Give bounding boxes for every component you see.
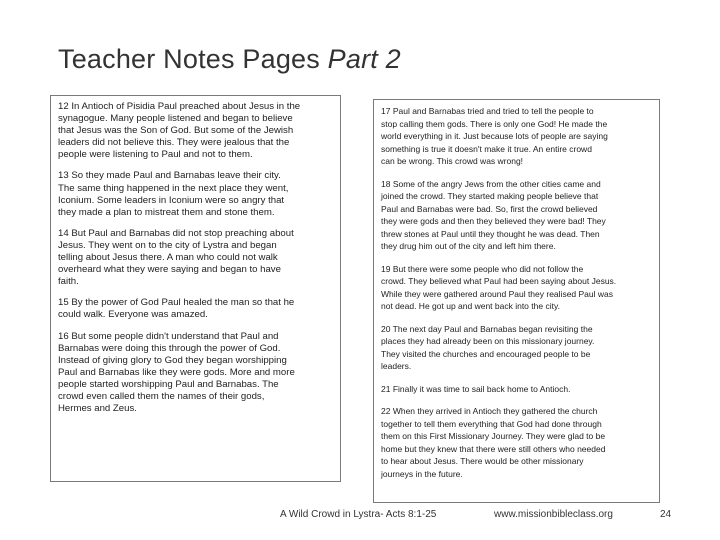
note-paragraph-12: 12 In Antioch of Pisidia Paul preached about Jesus in the synagogue. Many people listened and began to believe that Jesus was the Son of God. But some of the Jewish leaders did not believe this. They were jealous that the people were listening to Paul and not to them.: [58, 101, 301, 161]
note-paragraph-20: 20 The next day Paul and Barnabas began revisiting the places they had already been on this missionary journey. They visited the churches and encouraged people to be leaders.: [381, 323, 595, 371]
page-title-part: Part 2: [327, 44, 401, 74]
footer-lesson-title: A Wild Crowd in Lystra- Acts 8:1-25: [280, 509, 437, 520]
page-title-main: Teacher Notes Pages: [58, 44, 328, 74]
note-paragraph-19: 19 But there were some people who did not follow the crowd. They believed what Paul had been saying about Jesus. While they were gathered around Paul they realised Paul was not dead. He got up and went back into the city.: [381, 263, 617, 311]
note-paragraph-13: 13 So they made Paul and Barnabas leave their city. The same thing happened in the next place they went, Iconium. Some leaders in Iconium were so angry that they made a plan to mistreat them and stone them.: [58, 170, 289, 218]
footer-website: www.missionbibleclass.org: [494, 509, 613, 520]
note-paragraph-14: 14 But Paul and Barnabas did not stop preaching about Jesus. They went on to the city of Lystra and began telling about Jesus there. A man who could not walk overheard what they were saying and began to have faith.: [58, 227, 294, 288]
left-notes-box: [50, 95, 341, 482]
note-paragraph-17: 17 Paul and Barnabas tried and tried to tell the people to stop calling them gods. There is only one God! He made the world everything in it. Just because lots of people are saying something is true it doesn't make it true. An entire crowd can be wrong. This crowd was wrong!: [381, 106, 608, 166]
note-paragraph-15: 15 By the power of God Paul healed the man so that he could walk. Everyone was amazed.: [58, 297, 295, 321]
note-paragraph-16: 16 But some people didn't understand that Paul and Barnabas were doing this through the power of God. Instead of giving glory to God they began worshipping Paul and Barnabas like they were gods. More and more people started worshipping Paul and Barnabas. The crowd even called them the names of their gods, Hermes and Zeus.: [58, 330, 295, 415]
note-paragraph-18: 18 Some of the angry Jews from the other cities came and joined the crowd. They started making people believe that Paul and Barnabas were bad. So, first the crowd believed they were gods and then they believed they were bad! They threw stones at Paul until they thought he was dead. Then they drug him out of the city and left him there.: [381, 178, 606, 251]
note-paragraph-21: 21 Finally it was time to sail back home to Antioch.: [381, 383, 571, 394]
footer-page-number: 24: [660, 509, 672, 520]
note-paragraph-22: 22 When they arrived in Antioch they gathered the church together to tell them everything that God had done through them on this First Missionary Journey. They were glad to be home but they knew that there were still others who needed to hear about Jesus. There would be other missionary journeys in the future.: [381, 406, 606, 479]
page-title: [58, 44, 401, 75]
right-notes-box: [373, 99, 660, 503]
